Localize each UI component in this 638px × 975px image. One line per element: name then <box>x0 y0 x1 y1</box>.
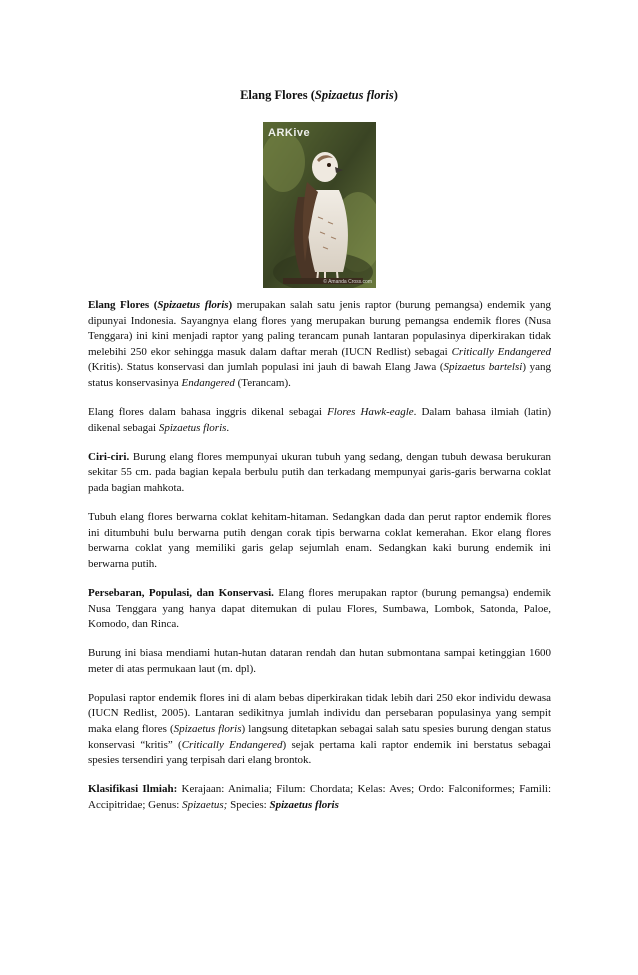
paragraph-classification <box>88 782 551 813</box>
p7-text-3: ) sejak pertama kali raptor endemik ini berstatus sebagai spesies tersendiri yang terpisah dari elang brontok. <box>88 738 551 767</box>
p2-italic-2: Spizaetus floris <box>158 421 227 434</box>
paragraph-intro <box>88 298 551 392</box>
paragraph-distribution <box>88 586 551 633</box>
p1-text-4: (Terancam). <box>234 376 291 389</box>
p2-text-3: . <box>226 421 230 434</box>
title-species: Spizaetus floris <box>314 88 394 102</box>
paragraph-habitat <box>88 646 551 677</box>
p8-text-1: Kerajaan: Animalia; Filum: Chordata; Kelas: Aves; Ordo: Falconiformes; Famili: Accipitridae; Genus: <box>88 783 551 811</box>
p1-text-1: merupakan salah satu jenis raptor (burung pemangsa) endemik yang dipunyai Indonesia. Sayangnya elang flores yang merupakan burung pemangsa endemik flores (Nusa Tenggara) ini kini menjadi raptor yang paling terancam punah lantaran populasinya diperkirakan tidak melebihi 250 ekor sehingga masuk dalam daftar merah (IUCN Redlist) sebagai <box>88 299 551 358</box>
photo-credit: © Amanda Cross.com <box>323 279 372 285</box>
p4-text-1: Tubuh elang flores berwarna coklat kehitam-hitaman. Sedangkan dada dan perut raptor endemik flores ini ditumbuhi bulu berwarna putih dengan corak tipis berwarna coklat kemerahan. Ekor elang flores berwarna coklat yang memiliki garis gelap sejumlah enam. Sedangkan kaki burung endemik ini berwarna putih. <box>88 511 551 570</box>
paragraph-characteristics <box>88 450 551 497</box>
p1-lead: Elang Flores ( <box>88 299 158 311</box>
p2-italic-1: Flores Hawk-eagle <box>327 406 414 419</box>
p3-heading: Ciri-ciri. <box>88 450 130 463</box>
p8-text-2: Species: <box>227 798 270 811</box>
p2-text-1: Elang flores dalam bahasa inggris dikenal sebagai <box>88 406 328 419</box>
p7-text-2: ) langsung ditetapkan sebagai salah satu spesies burung dengan status konservasi “kritis” ( <box>88 723 551 751</box>
p1-text-2: (Kritis). Status konservasi dan jumlah populasi ini jauh di bawah Elang Jawa ( <box>88 361 444 374</box>
p3-text-1: Burung elang flores mempunyai ukuran tubuh yang sedang, dengan tubuh dewasa berukuran sekitar 55 cm. pada bagian kepala berbulu putih dan terkadang mempunyai garis-garis berwarna coklat pada bagian mahkota. <box>88 450 551 494</box>
paragraph-population <box>88 691 551 769</box>
p1-italic-2: Spizaetus bartelsi <box>443 361 523 374</box>
eagle-photo <box>263 122 376 288</box>
p6-text-1: Burung ini biasa mendiami hutan-hutan dataran rendah dan hutan submontana sampai ketinggian 1600 meter di atas permukaan laut (m. dpl). <box>88 647 551 675</box>
p1-text-3: ) yang status konservasinya <box>88 361 552 389</box>
p1-species: Spizaetus floris <box>157 299 229 311</box>
p5-heading: Persebaran, Populasi, dan Konservasi. <box>88 586 274 599</box>
paragraph-body-color <box>88 510 551 572</box>
p7-text-1: Populasi raptor endemik flores ini di alam bebas diperkirakan tidak lebih dari 250 ekor individu dewasa (IUCN Redlist, 2005). Lantaran sedikitnya jumlah individu dan persebaran populasinya yang sempit maka elang flores ( <box>88 691 551 736</box>
title-close: ) <box>393 88 398 102</box>
document-body <box>88 298 551 827</box>
p5-text-1: Elang flores merupakan raptor (burung pemangsa) endemik Nusa Tenggara yang hanya dapat ditemukan di pulau Flores, Sumbawa, Lombok, Satonda, Paloe, Komodo, dan Rinca. <box>88 586 551 631</box>
title-text: Elang Flores ( <box>240 88 315 102</box>
p8-italic-1: Spizaetus; <box>182 798 228 811</box>
eagle-illustration <box>263 122 376 288</box>
p1-lead-close: ) <box>228 299 233 311</box>
p8-species: Spizaetus floris <box>269 798 339 811</box>
p8-heading: Klasifikasi Ilmiah: <box>88 783 178 796</box>
p2-text-2: . Dalam bahasa ilmiah (latin) dikenal sebagai <box>88 406 551 434</box>
p7-italic-1: Spizaetus floris <box>173 723 242 736</box>
photo-watermark: ARKive <box>268 127 311 139</box>
page-title <box>0 88 638 103</box>
paragraph-names <box>88 405 551 436</box>
p7-italic-2: Critically Endangered <box>181 738 283 751</box>
p1-italic-1: Critically Endangered <box>451 345 551 358</box>
p1-italic-3: Endangered <box>181 376 235 389</box>
